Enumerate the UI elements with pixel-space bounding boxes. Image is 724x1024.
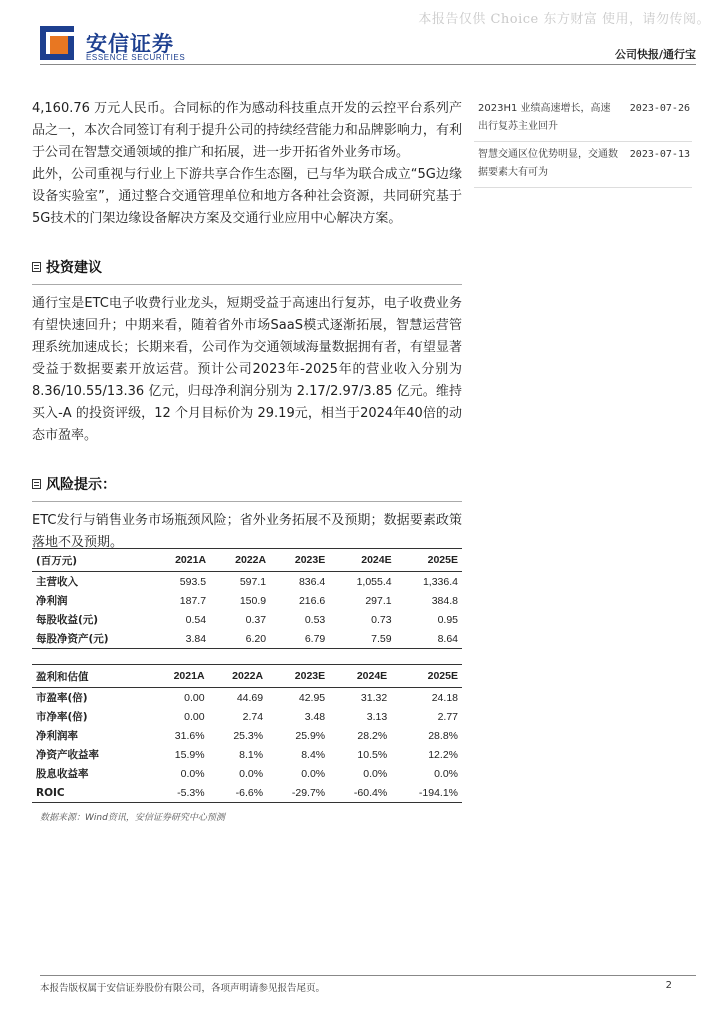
table-cell: 8.64: [396, 629, 462, 649]
table-header-row: [32, 549, 462, 572]
header-divider: [40, 64, 696, 65]
table-cell: 8.1%: [239, 748, 264, 761]
table-cell: -29.7%: [267, 783, 329, 803]
table-cell: 3.13: [366, 710, 388, 723]
table-cell: 593.5: [179, 575, 207, 588]
table-cell: -60.4%: [329, 783, 391, 803]
table-row: [32, 745, 462, 764]
table-cell: 836.4: [298, 575, 326, 588]
table-row: [32, 688, 462, 708]
related-report-title[interactable]: 智慧交通区位优势明显，交通数据要素大有可为: [478, 149, 618, 178]
table-cell: 0.53: [304, 613, 326, 626]
table-cell: 0.0%: [180, 767, 205, 780]
table-cell: 384.8: [431, 594, 458, 607]
data-source-note: 数据来源：Wind资讯，安信证券研究中心预测: [40, 813, 225, 823]
table-header-cell: 盈利和估值: [32, 665, 150, 688]
table-header-cell: (百万元): [32, 549, 150, 572]
table-cell: 25.3%: [233, 729, 264, 742]
logo-mark-icon: [40, 26, 74, 60]
table-header-row: [32, 665, 462, 688]
table-cell: 1,055.4: [356, 575, 392, 588]
watermark: 本报告仅供 Choice 东方财富 使用，请勿传阅。: [418, 12, 710, 27]
table-cell: 0.00: [184, 691, 205, 704]
table-cell: 0.95: [437, 613, 458, 626]
section-divider: [32, 501, 462, 502]
invest-section-title: 投资建议: [46, 260, 102, 276]
row-label: 每股收益(元): [36, 614, 99, 626]
table-header-cell: 2024E: [329, 665, 391, 688]
row-label: 净利润率: [36, 730, 78, 742]
related-report-item[interactable]: [474, 142, 692, 188]
table-row: [32, 572, 462, 592]
row-label: 市净率(倍): [36, 711, 88, 723]
table-cell: 0.0%: [239, 767, 264, 780]
footer-disclaimer: 本报告版权属于安信证券股份有限公司，各项声明请参见报告尾页。: [40, 983, 326, 994]
row-label: 市盈率(倍): [36, 692, 88, 704]
table-row: [32, 707, 462, 726]
table-cell: 2.77: [437, 710, 458, 723]
risk-section-header: [32, 475, 462, 493]
row-label: 每股净资产(元): [32, 629, 150, 649]
table-cell: 2.74: [242, 710, 264, 723]
table-cell: 31.6%: [174, 729, 205, 742]
row-label: ROIC: [32, 783, 150, 803]
section-icon: [32, 262, 41, 272]
table-cell: 24.18: [431, 691, 458, 704]
table-cell: 0.54: [185, 613, 207, 626]
table-cell: 0.37: [245, 613, 267, 626]
related-report-item[interactable]: [474, 96, 692, 142]
table-header-cell: 2022A: [209, 665, 268, 688]
table-cell: 6.20: [210, 629, 270, 649]
logo-text-en: ESSENCE SECURITIES: [86, 53, 186, 62]
table-cell: 0.00: [184, 710, 205, 723]
related-report-date: 2023-07-13: [629, 149, 690, 160]
table-row: [32, 591, 462, 610]
table-cell: 0.0%: [434, 767, 458, 780]
table-header-cell: 2025E: [391, 665, 462, 688]
valuation-table: [32, 664, 462, 803]
related-report-date: 2023-07-26: [629, 103, 690, 114]
table-header-cell: 2021A: [150, 665, 209, 688]
related-report-title[interactable]: 2023H1 业绩高速增长，高速出行复苏主业回升: [478, 103, 611, 132]
table-cell: 0.0%: [363, 767, 388, 780]
table-cell: 6.79: [270, 629, 329, 649]
page-number: 2: [665, 980, 672, 991]
table-cell: 28.2%: [357, 729, 388, 742]
table-cell: 3.84: [150, 629, 210, 649]
table-cell: 187.7: [179, 594, 207, 607]
table-row: [32, 783, 462, 803]
body-paragraph-1: 4,160.76 万元人民币。合同标的作为感动科技重点开发的云控平台系列产品之一，本次合同签订有利于提升公司的持续经营能力和品牌影响力，有利于公司在智慧交通领域的推广和拓展，进一步开拓省外业务市场。: [32, 101, 462, 160]
risk-paragraph: ETC发行与销售业务市场瓶颈风险；省外业务拓展不及预期；数据要素政策落地不及预期。: [32, 513, 462, 550]
section-icon: [32, 479, 41, 489]
table-cell: 297.1: [365, 594, 392, 607]
row-label: 主营收入: [36, 576, 78, 588]
financial-summary-table: [32, 548, 462, 649]
table-cell: 597.1: [239, 575, 267, 588]
document-type: 公司快报/通行宝: [614, 48, 696, 61]
table-header-cell: 2023E: [270, 549, 329, 572]
table-cell: 1,336.4: [422, 575, 458, 588]
risk-section-title: 风险提示：: [46, 477, 116, 493]
table-header-cell: 2022A: [210, 549, 270, 572]
table-cell: -5.3%: [150, 783, 209, 803]
table-cell: 15.9%: [174, 748, 205, 761]
table-header-cell: 2025E: [396, 549, 462, 572]
table-row: [32, 764, 462, 783]
table-cell: 42.95: [298, 691, 326, 704]
table-header-cell: 2024E: [329, 549, 395, 572]
table-row: [32, 629, 462, 649]
table-cell: 7.59: [329, 629, 395, 649]
table-cell: 10.5%: [357, 748, 388, 761]
main-content: [32, 98, 462, 554]
table-cell: 44.69: [236, 691, 264, 704]
table-cell: -6.6%: [209, 783, 268, 803]
table-cell: 150.9: [239, 594, 267, 607]
table-header-cell: 2023E: [267, 665, 329, 688]
row-label: 净利润: [36, 595, 68, 607]
footer-divider: [40, 975, 696, 976]
row-label: 股息收益率: [36, 768, 89, 780]
table-cell: -194.1%: [391, 783, 462, 803]
table-cell: 3.48: [304, 710, 326, 723]
table-cell: 28.8%: [428, 729, 458, 742]
invest-section-header: [32, 258, 462, 276]
body-paragraph-2: 此外，公司重视与行业上下游共享合作生态圈，已与华为联合成立“5G边缘设备实验室”，通过整合交通管理单位和地方各种社会资源，共同研究基于5G技术的门架边缘设备解决方案及交通行业应用中心解决方案。: [32, 167, 462, 226]
table-cell: 8.4%: [301, 748, 326, 761]
related-reports: [474, 96, 692, 188]
row-label: 净资产收益率: [36, 749, 99, 761]
table-header-cell: 2021A: [150, 549, 210, 572]
table-cell: 12.2%: [428, 748, 458, 761]
table-cell: 0.0%: [301, 767, 326, 780]
table-cell: 216.6: [298, 594, 326, 607]
table-cell: 31.32: [360, 691, 388, 704]
invest-paragraph: 通行宝是ETC电子收费行业龙头，短期受益于高速出行复苏，电子收费业务有望快速回升；中期来看，随着省外市场SaaS模式逐渐拓展，智慧运营管理系统加速成长；长期来看，公司作为交通领域海量数据拥有者，有望显著受益于数据要素开放运营。预计公司2023年-2025年的营业收入分别为 8.36/10.55/13.36 亿元，归母净利润分别为 2.17/2.97/3.85 亿元。维持买入-A 的投资评级，12 个月目标价为 29.19元，相当于2024年40倍的动态市盈率。: [32, 296, 462, 443]
table-cell: 25.9%: [295, 729, 326, 742]
logo-text-cn: 安信证券: [86, 32, 174, 56]
table-row: [32, 726, 462, 745]
section-divider: [32, 284, 462, 285]
table-cell: 0.73: [371, 613, 392, 626]
table-row: [32, 610, 462, 629]
